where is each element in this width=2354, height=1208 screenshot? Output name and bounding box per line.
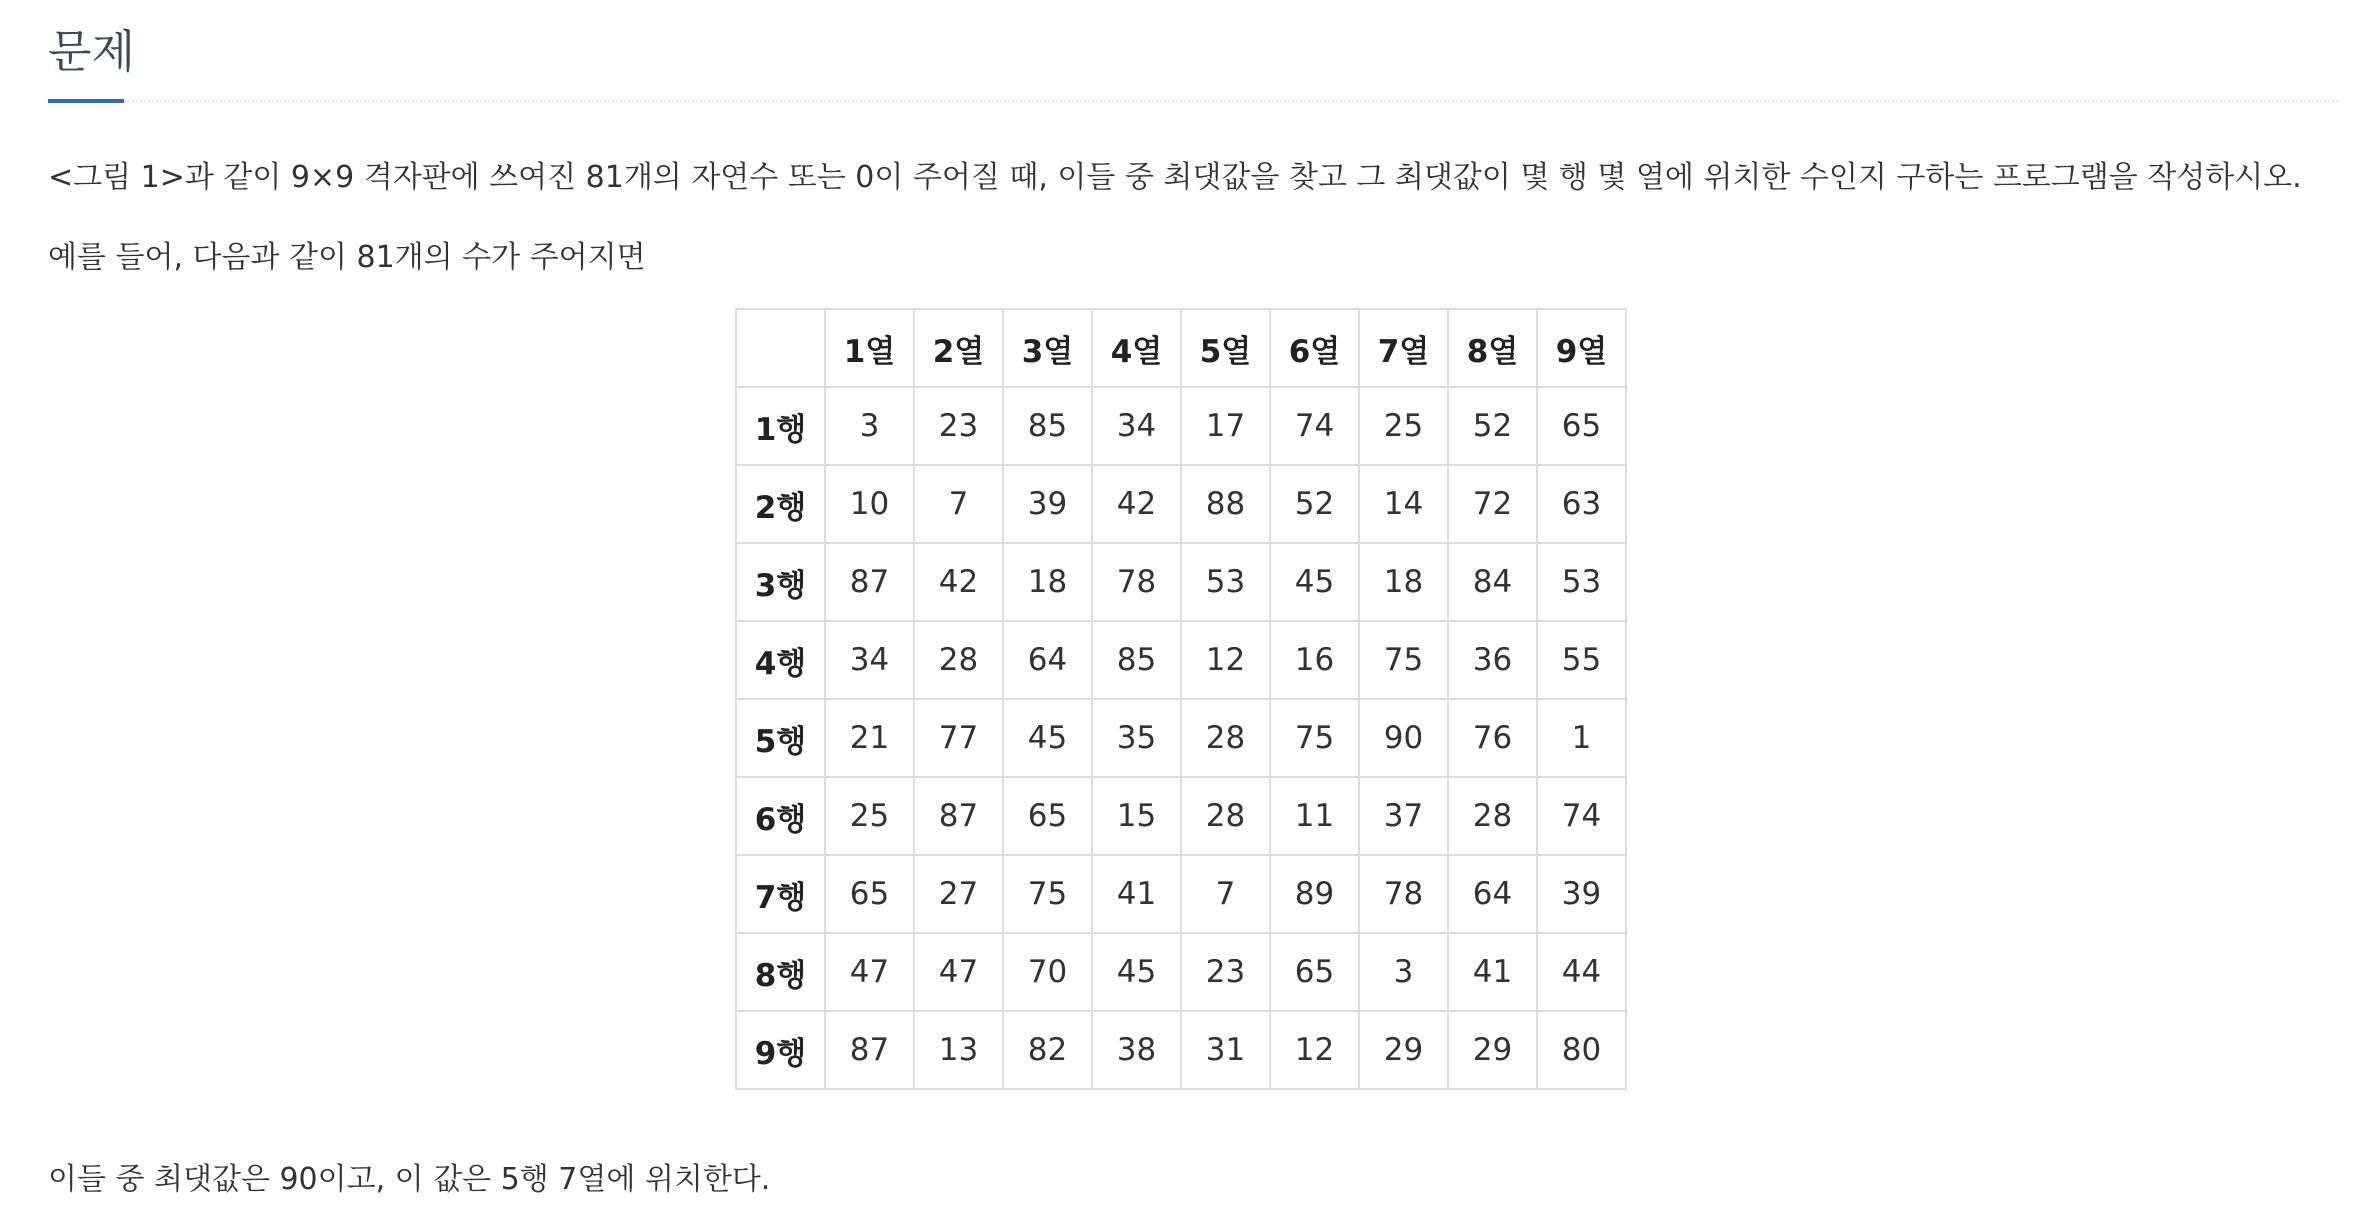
grid-cell: 63: [1537, 465, 1626, 543]
grid-cell: 41: [1448, 933, 1537, 1011]
section-title-underline: [48, 99, 124, 103]
grid-cell: 85: [1003, 387, 1092, 465]
column-header: 3열: [1003, 309, 1092, 387]
grid-cell: 87: [825, 1011, 914, 1089]
grid-cell: 82: [1003, 1011, 1092, 1089]
grid-cell: 74: [1270, 387, 1359, 465]
grid-cell: 39: [1003, 465, 1092, 543]
column-header: 5열: [1181, 309, 1270, 387]
grid-cell: 21: [825, 699, 914, 777]
grid-cell: 65: [1537, 387, 1626, 465]
grid-cell: 45: [1270, 543, 1359, 621]
grid-cell: 3: [1359, 933, 1448, 1011]
section-title: 문제: [48, 25, 135, 78]
grid-cell: 72: [1448, 465, 1537, 543]
grid-cell: 14: [1359, 465, 1448, 543]
row-header: 4행: [736, 621, 825, 699]
table-row: [736, 387, 1626, 465]
row-header: 7행: [736, 855, 825, 933]
table-row: [736, 699, 1626, 777]
grid-cell: 80: [1537, 1011, 1626, 1089]
grid-cell: 28: [1181, 699, 1270, 777]
row-header: 1행: [736, 387, 825, 465]
grid-cell: 7: [1181, 855, 1270, 933]
grid-cell: 42: [1092, 465, 1181, 543]
section-header: [48, 0, 2338, 102]
grid-cell: 23: [914, 387, 1003, 465]
grid-cell: 34: [1092, 387, 1181, 465]
grid-cell: 27: [914, 855, 1003, 933]
grid-cell: 53: [1181, 543, 1270, 621]
table-row: [736, 777, 1626, 855]
grid-cell: 13: [914, 1011, 1003, 1089]
grid-cell: 44: [1537, 933, 1626, 1011]
grid-cell: 23: [1181, 933, 1270, 1011]
grid-cell: 75: [1003, 855, 1092, 933]
table-header-row: [736, 309, 1626, 387]
row-header: 5행: [736, 699, 825, 777]
grid-cell: 12: [1181, 621, 1270, 699]
grid-cell: 78: [1359, 855, 1448, 933]
grid-cell: 41: [1092, 855, 1181, 933]
grid-cell: 37: [1359, 777, 1448, 855]
grid-cell: 7: [914, 465, 1003, 543]
grid-cell: 45: [1003, 699, 1092, 777]
table-body: [736, 387, 1626, 1089]
grid-cell: 36: [1448, 621, 1537, 699]
column-header: 6열: [1270, 309, 1359, 387]
row-header: 8행: [736, 933, 825, 1011]
column-header: 4열: [1092, 309, 1181, 387]
grid-cell: 84: [1448, 543, 1537, 621]
grid-cell: 38: [1092, 1011, 1181, 1089]
table-row: [736, 933, 1626, 1011]
grid-cell: 77: [914, 699, 1003, 777]
row-header: 2행: [736, 465, 825, 543]
row-header: 9행: [736, 1011, 825, 1089]
grid-cell: 28: [1181, 777, 1270, 855]
grid-cell: 29: [1359, 1011, 1448, 1089]
row-header: 6행: [736, 777, 825, 855]
grid-cell: 75: [1359, 621, 1448, 699]
grid-cell: 34: [825, 621, 914, 699]
grid-cell: 12: [1270, 1011, 1359, 1089]
grid-cell: 25: [825, 777, 914, 855]
grid-cell: 31: [1181, 1011, 1270, 1089]
grid-cell: 64: [1003, 621, 1092, 699]
table-row: [736, 543, 1626, 621]
grid-cell: 52: [1448, 387, 1537, 465]
grid-cell: 90: [1359, 699, 1448, 777]
grid-cell: 87: [914, 777, 1003, 855]
grid-cell: 85: [1092, 621, 1181, 699]
grid-cell: 55: [1537, 621, 1626, 699]
example-grid-table: [735, 308, 1627, 1090]
grid-cell: 18: [1359, 543, 1448, 621]
grid-cell: 47: [914, 933, 1003, 1011]
grid-cell: 17: [1181, 387, 1270, 465]
grid-cell: 29: [1448, 1011, 1537, 1089]
grid-cell: 11: [1270, 777, 1359, 855]
grid-cell: 75: [1270, 699, 1359, 777]
column-header: 2열: [914, 309, 1003, 387]
grid-cell: 53: [1537, 543, 1626, 621]
grid-cell: 10: [825, 465, 914, 543]
grid-cell: 89: [1270, 855, 1359, 933]
grid-cell: 3: [825, 387, 914, 465]
table-row: [736, 855, 1626, 933]
grid-cell: 28: [914, 621, 1003, 699]
problem-section: [48, 0, 2338, 1197]
problem-description: <그림 1>과 같이 9×9 격자판에 쓰여진 81개의 자연수 또는 0이 주어질 때, 이들 중 최댓값을 찾고 그 최댓값이 몇 행 몇 열에 위치한 수인지 구하는 프로그램을 작성하시오.: [48, 160, 2302, 195]
grid-cell: 64: [1448, 855, 1537, 933]
grid-cell: 47: [825, 933, 914, 1011]
column-header: 7열: [1359, 309, 1448, 387]
column-header: 1열: [825, 309, 914, 387]
grid-cell: 78: [1092, 543, 1181, 621]
grid-cell: 15: [1092, 777, 1181, 855]
example-conclusion-text: 이들 중 최댓값은 90이고, 이 값은 5행 7열에 위치한다.: [48, 1162, 771, 1197]
column-header: 9열: [1537, 309, 1626, 387]
table-row: [736, 1011, 1626, 1089]
grid-cell: 1: [1537, 699, 1626, 777]
grid-cell: 39: [1537, 855, 1626, 933]
grid-cell: 45: [1092, 933, 1181, 1011]
table-row: [736, 465, 1626, 543]
table-row: [736, 621, 1626, 699]
grid-cell: 35: [1092, 699, 1181, 777]
table-corner-cell: [736, 309, 825, 387]
grid-cell: 74: [1537, 777, 1626, 855]
grid-cell: 76: [1448, 699, 1537, 777]
grid-cell: 65: [1270, 933, 1359, 1011]
grid-cell: 18: [1003, 543, 1092, 621]
grid-cell: 65: [825, 855, 914, 933]
column-header: 8열: [1448, 309, 1537, 387]
row-header: 3행: [736, 543, 825, 621]
grid-cell: 28: [1448, 777, 1537, 855]
grid-cell: 88: [1181, 465, 1270, 543]
grid-cell: 16: [1270, 621, 1359, 699]
grid-cell: 25: [1359, 387, 1448, 465]
example-lead-text: 예를 들어, 다음과 같이 81개의 수가 주어지면: [48, 240, 646, 275]
grid-cell: 65: [1003, 777, 1092, 855]
grid-cell: 52: [1270, 465, 1359, 543]
grid-cell: 70: [1003, 933, 1092, 1011]
grid-cell: 87: [825, 543, 914, 621]
grid-cell: 42: [914, 543, 1003, 621]
